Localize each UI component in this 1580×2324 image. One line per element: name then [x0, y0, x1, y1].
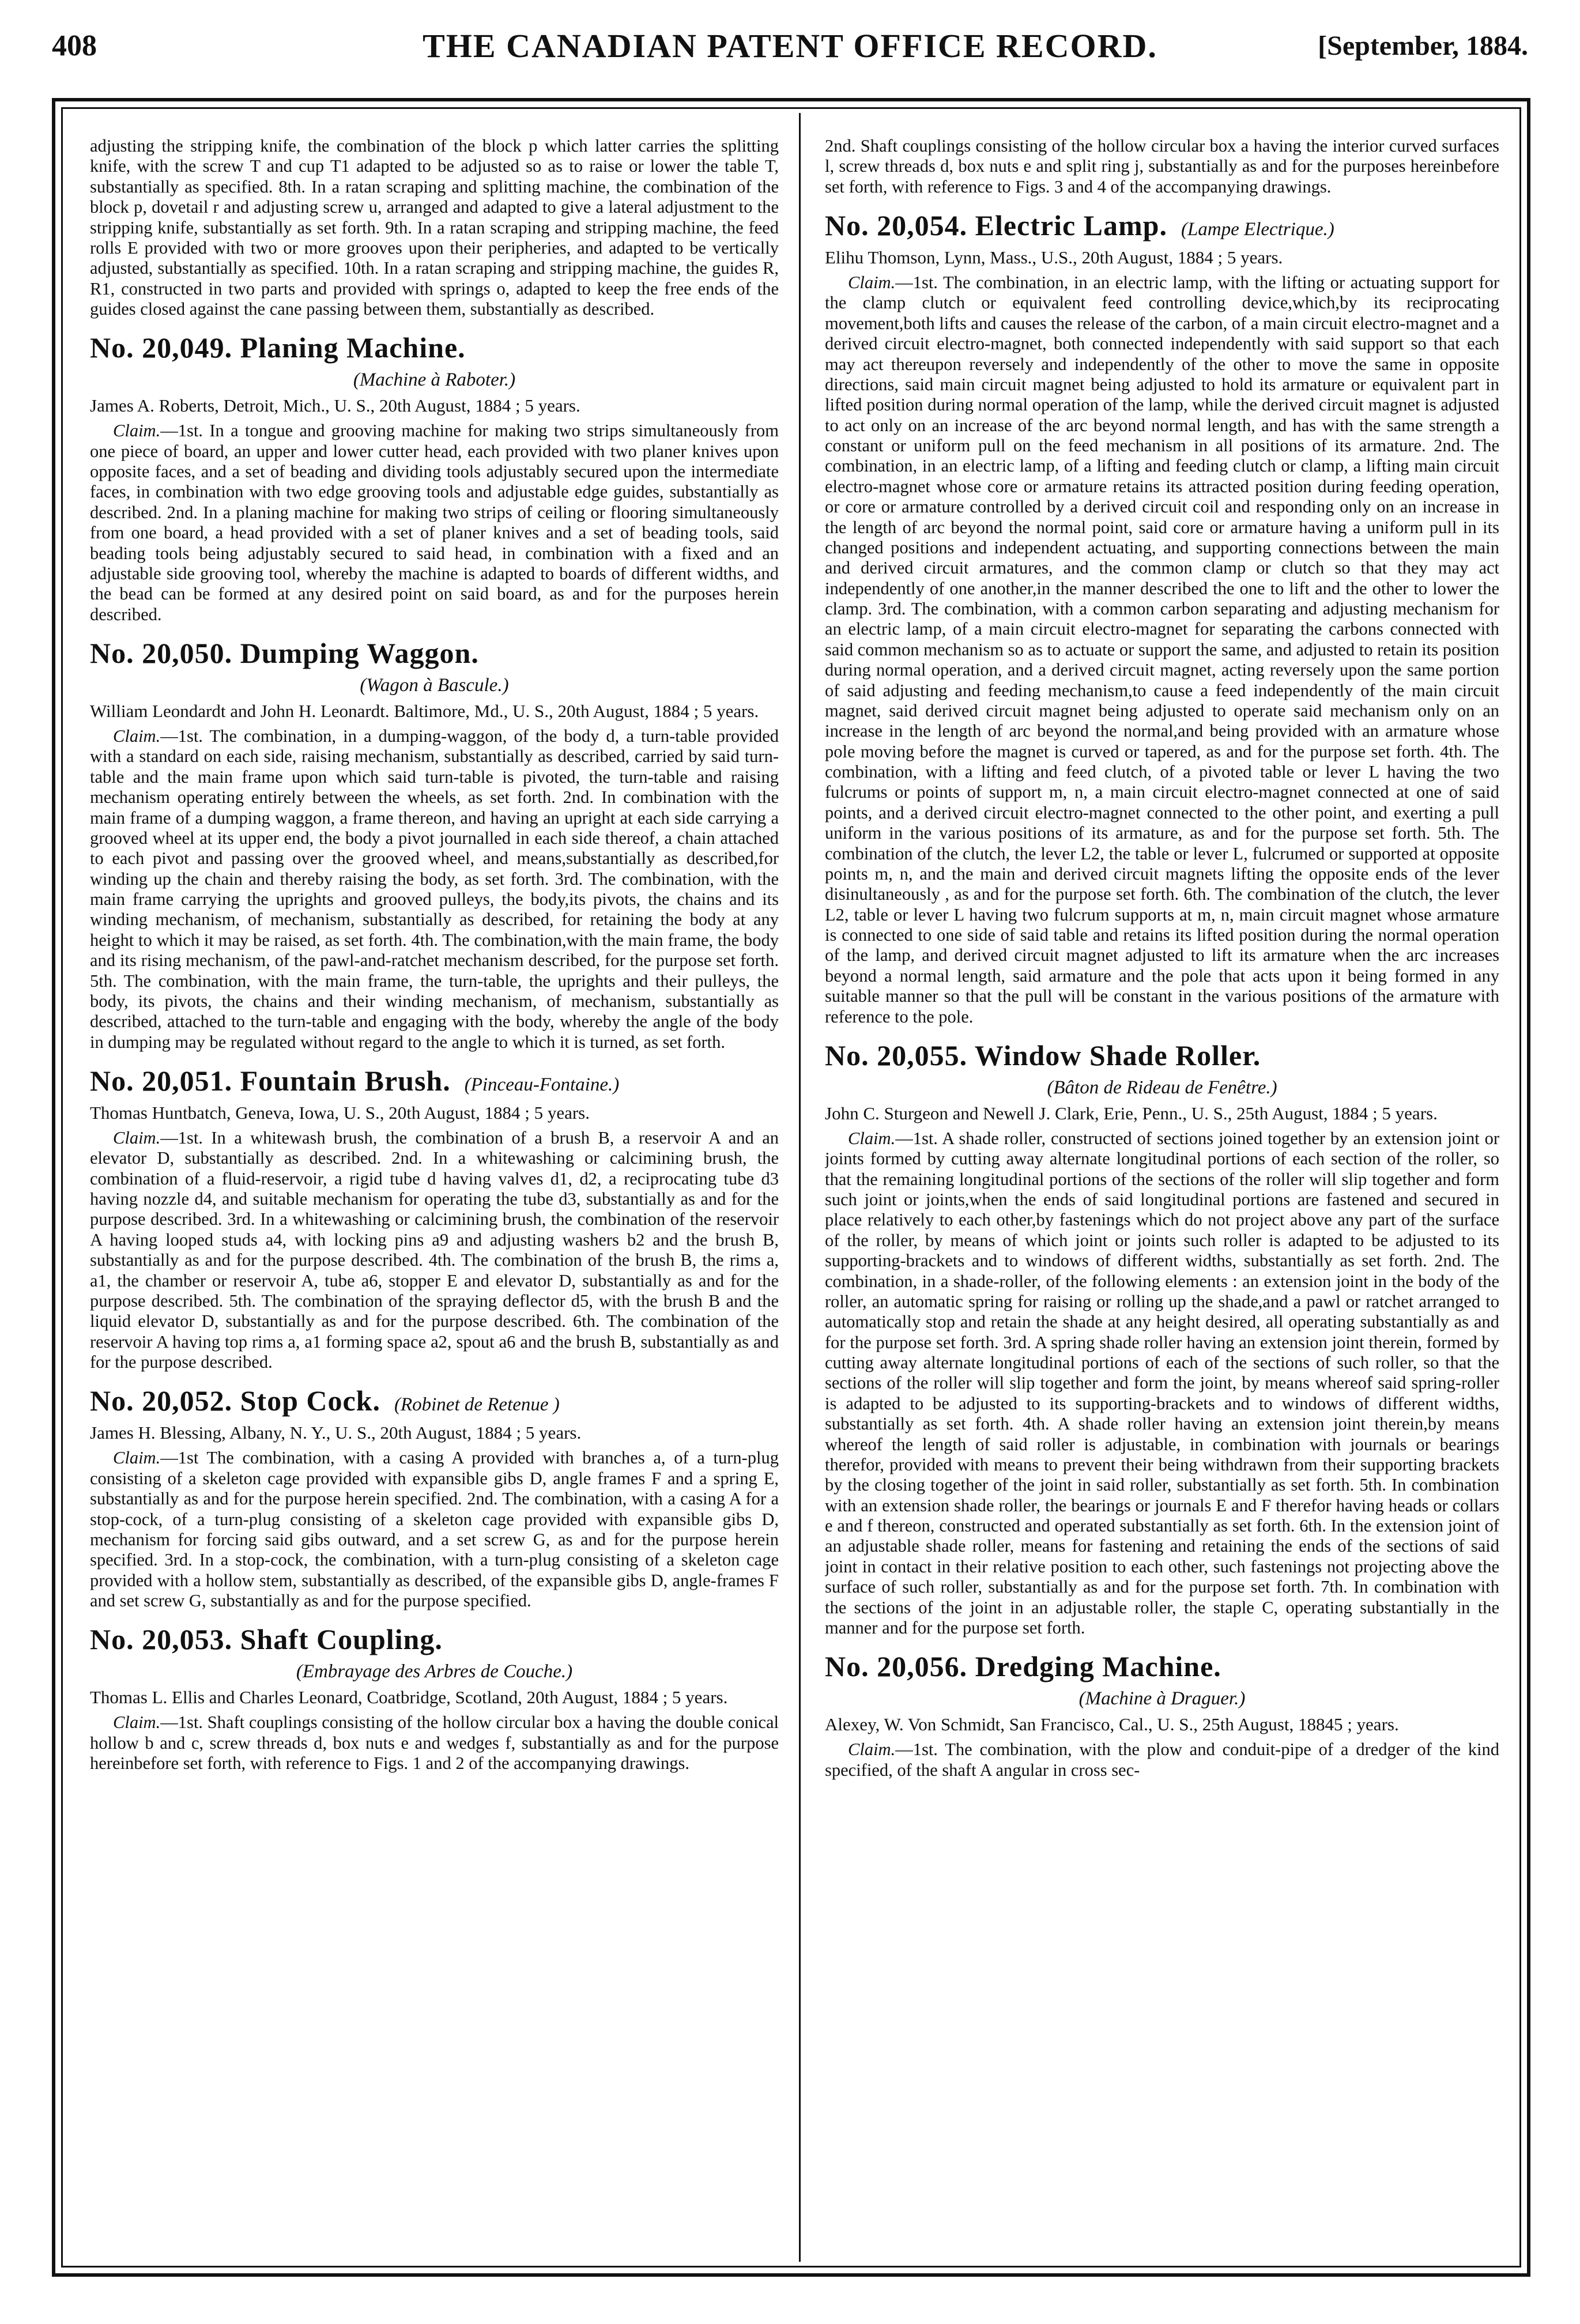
patent-heading [825, 210, 1499, 242]
patent-heading [90, 637, 779, 669]
claim-text: —1st. In a tongue and grooving machine for making two strips simultaneously from one piece of board, an upper and lower cutter head, each provided with two planer knives upon opposite faces, and a set of beading and dividing tools adjustably secured upon the intermediate faces, in combination with two edge grooving tools and adjustable edge guides, substantially as described. 2nd. In a planing machine for making two strips of ceiling or flooring simultaneously from one board, a head provided with a set of planer knives and a set of beading tools, said beading tools being adjustably secured to said head, in combination with a fixed and an adjustable side grooving tool, whereby the machine is adapted to boards of different widths, and the bead can be formed at any desired point on said board, as and for the purposes herein described. [90, 421, 779, 624]
column-divider [799, 113, 801, 2262]
claim-text: —1st. The combination, in an electric lamp, with the lifting or actuating support for the clamp clutch or equivalent feed controlling device,which,by its reciprocating movement,both lifts and causes the release of the carbon, of a main circuit electro-magnet and a derived circuit electro-magnet, both connected independently with said support so that each may act thereupon reversely and independently of the other to move the same in opposite directions, said main circuit magnet being adjusted to hold its armature or equivalent part in lifted position during normal operation of the lamp, while the derived circuit magnet is adjusted to act only on an increase of the arc beyond normal length, and has with the same strength a constant or uniform pull on the feed mechanism in all positions of its armature. 2nd. The combination, in an electric lamp, of a lifting and feeding clutch or clamp, a lifting main circuit electro-magnet whose core or armature retains its attracted position during feeding operation, or core or armature controlled by a derived circuit coil and responding only on an increase in the length of arc beyond the normal point, said core or armature having a uniform pull in its changed positions and independent actuating, and supporting connections between the main and derived circuit armatures, and the common clamp or clutch so that they may act independently of one another,in the manner described the one to lift and the other to lower the clamp. 3rd. The combination, with a common carbon separating and adjusting mechanism for an electric lamp, of a main circuit electro-magnet for separating the carbons connected with said common mechanism so as to actuate or support the same, and adjusted to retain its position during normal operation, and a derived circuit magnet, acting reversely upon the same portion of said adjusting and feeding mechanism,to cause a feed independently of the main circuit magnet, said derived circuit magnet being adjusted to operate said mechanism only on an increase in the length of arc beyond the normal,and being provided with an armature whose pole moving before the magnet is curved or tapered, as and for the purpose set forth. 4th. The combination, with a lifting and feed clutch, of a pivoted table or lever L having the two fulcrums or points of support m, n, a main circuit electro-magnet connected at one of said points, and a derived circuit electro-magnet connected to the other point, and exerting a pull uniform in the various positions of its armature, as and for the purpose set forth. 5th. The combination of the clutch, the lever L2, the table or lever L, fulcrumed or supported at opposite points m, n, and the main and derived circuit magnets lifting the opposite ends of the lever disinultaneously , as and for the purpose set forth. 6th. The combination of the clutch, the lever L2, table or lever L having two fulcrum supports at m, n, main circuit magnet whose armature is connected to one side of said table and retains its lifted position during the normal operation of the lamp, and derived circuit magnet adjusted to lift its armature when the arc increases beyond a normal length, said armature and the pole that acts upon it being formed in any suitable manner so that the pull will be constant in the various positions of the armature with reference to the pole. [825, 273, 1499, 1027]
patent-entry [90, 332, 779, 625]
patent-inventor: James H. Blessing, Albany, N. Y., U. S., 20th August, 1884 ; 5 years. [90, 1423, 582, 1443]
journal-title: THE CANADIAN PATENT OFFICE RECORD. [423, 27, 1157, 65]
patent-title: No. 20,054. Electric Lamp. [825, 209, 1167, 242]
patent-french-title: (Bâton de Rideau de Fenêtre.) [1047, 1077, 1277, 1098]
claim-label: Claim. [113, 421, 161, 441]
patent-french-title: (Machine à Raboter.) [353, 369, 516, 391]
claim-label: Claim. [848, 273, 896, 293]
patent-french-title: (Robinet de Retenue ) [394, 1394, 560, 1416]
patent-entry [90, 1385, 779, 1611]
patent-heading [90, 1385, 779, 1417]
claim-label: Claim. [113, 726, 161, 746]
claim-label: Claim. [848, 1128, 896, 1148]
patent-french-title: (Pinceau-Fontaine.) [464, 1074, 620, 1096]
patent-claim [90, 421, 779, 625]
patent-title: No. 20,051. Fountain Brush. [90, 1065, 451, 1097]
patent-entry [90, 637, 779, 1052]
patent-title: No. 20,049. Planing Machine. [90, 331, 466, 364]
patent-claim [825, 1740, 1499, 1780]
claim-text: —1st. A shade roller, constructed of sections joined together by an extension joint or joints formed by cutting away alternate longitudinal portions of each section of the roller, so that the remaining longitudinal portions of the sections of the roller will slip together and form such joint or joints,when the ends of said longitudinal portions are fastened and secured in place relatively to each other,by fastenings which do not project above any part of the surface of the roller, by means of which joint or joints such roller is adapted to be adjusted to its supporting-brackets and to windows of different widths, substantially as set forth. 2nd. The combination, in a shade-roller, of the following elements : an extension joint in the body of the roller, an automatic spring for raising or rolling up the shade,and a pawl or ratchet arranged to automatically stop and retain the shade at any height desired, all operating substantially as and for the purpose set forth. 3rd. A spring shade roller having an extension joint therein, formed by cutting away alternate longitudinal portions of each of the sections of such roller, so that the sections of the roller will slip together and form the joint, by means whereof said spring-roller is adapted to be adjusted to its supporting-brackets and to windows of different widths, substantially as set forth. 4th. A shade roller having an extension joint therein,by means whereof the length of said roller is adjustable, in combination with journals or bearings therefor, provided with means to prevent their being withdrawn from their supporting brackets by the closing together of the joint in said roller, substantially as set forth. 5th. In combination with an extension shade roller, the bearings or journals E and F therefor having heads or collars e and f thereon, constructed and operated substantially as set forth. 6th. In the extension joint of an adjustable shade roller, means for fastening and retaining the ends of the sections of said joint in contact in their relative position to each other, such fastenings not projecting above the surface of such roller, substantially as and for the purpose set forth. 7th. In combination with the sections of the joint in an adjustable roller, the staple C, operating substantially in the manner and for the purpose set forth. [825, 1128, 1499, 1638]
patent-heading [825, 1651, 1499, 1682]
patent-entry [825, 1040, 1499, 1638]
patent-title: No. 20,050. Dumping Waggon. [90, 637, 479, 670]
page-header [52, 23, 1528, 75]
claim-label: Claim. [848, 1740, 896, 1760]
claim-text: —1st The combination, with a casing A provided with branches a, of a turn-plug consisting of a skeleton cage provided with expansible gibs D, angle frames F and a spring E, substantially as and for the purpose herein specified. 2nd. The combination, with a casing A for a stop-cock, of a turn-plug consisting of a skeleton cage provided with expansible gibs D, mechanism for forcing said gibs outward, and a set screw G, as and for the purpose herein specified. 3rd. In a stop-cock, the combination, with a turn-plug consisting of a skeleton cage provided with a hollow stem, substantially as described, of the expansible gibs D, angle-frames F and set screw G, substantially as and for the purpose specified. [90, 1448, 779, 1611]
page-frame [52, 98, 1530, 2277]
claim-label: Claim. [113, 1712, 161, 1733]
patent-inventor: Thomas Huntbatch, Geneva, Iowa, U. S., 20th August, 1884 ; 5 years. [90, 1103, 590, 1123]
patent-inventor: Thomas L. Ellis and Charles Leonard, Coatbridge, Scotland, 20th August, 1884 ; 5 years. [90, 1687, 728, 1708]
left-column [90, 136, 779, 2256]
right-column [825, 136, 1499, 2256]
claim-label: Claim. [113, 1448, 161, 1468]
page-number: 408 [52, 29, 97, 62]
patent-entry [825, 210, 1499, 1027]
patent-claim [825, 273, 1499, 1027]
patent-heading [825, 1040, 1499, 1072]
claim-text: —1st. The combination, with the plow and conduit-pipe of a dredger of the kind specified, of the shaft A angular in cross sec- [825, 1740, 1499, 1780]
patent-claim [90, 1448, 779, 1611]
claim-text: —1st. In a whitewash brush, the combination of a brush B, a reservoir A and an elevator D, substantially as described. 2nd. In a whitewashing or calcimining brush, the combination of a fluid-reservoir, a rigid tube d having valves d1, d2, a reciprocating tube d3 having nozzle d4, and suitable mechanism for operating the tube d3, substantially as and for the purpose described. 3rd. In a whitewashing or calcimining brush, the combination of the reservoir A having looped studs a4, with locking pins a9 and adjusting washers b2 and the brush B, substantially as and for the purpose described. 4th. The combination of the brush B, the rims a, a1, the chamber or reservoir A, tube a6, stopper E and elevator D, substantially as and for the purpose described. 5th. The combination of the spraying deflector d5, with the brush B and the liquid elevator D, substantially as and for the purpose described. 6th. The combination of the reservoir A having top rims a, a1 forming space a2, spout a6 and the brush B, substantially as and for the purpose described. [90, 1127, 779, 1372]
patent-list-right [825, 210, 1499, 1780]
patent-heading [90, 1624, 779, 1655]
patent-inventor: William Leondardt and John H. Leonardt. Baltimore, Md., U. S., 20th August, 1884 ; 5 years. [90, 701, 759, 722]
patent-entry [90, 1624, 779, 1774]
patent-french-title: (Lampe Electrique.) [1181, 219, 1334, 240]
patent-claim [90, 1712, 779, 1774]
claim-text: —1st. Shaft couplings consisting of the hollow circular box a having the double conical hollow b and c, screw threads d, box nuts e and wedges f, substantially as and for the purpose hereinbefore set forth, with reference to Figs. 1 and 2 of the accompanying drawings. [90, 1712, 779, 1774]
patent-french-title: (Wagon à Bascule.) [360, 675, 509, 696]
patent-french-title: (Machine à Draguer.) [1079, 1688, 1246, 1710]
claim-label: Claim. [113, 1127, 161, 1148]
patent-inventor: James A. Roberts, Detroit, Mich., U. S., 20th August, 1884 ; 5 years. [90, 395, 580, 416]
patent-entry [825, 1651, 1499, 1780]
claim-text: —1st. The combination, in a dumping-waggon, of the body d, a turn-table provided with a standard on each side, raising mechanism, substantially as described, carried by said turn-table and the main frame upon which said turn-table is pivoted, the turn-table and raising mechanism operating entirely between the wheels, as set forth. 2nd. In combination with the main frame of a dumping waggon, a frame thereon, and having an upright at each side carrying a grooved wheel at its upper end, the body a pivot journalled in each side thereof, a chain attached to each pivot and passing over the grooved wheel, and means,substantially as described,for winding up the chain and thereby raising the body, as set forth. 3rd. The combination, with the main frame carrying the uprights and grooved pulleys, the body,its pivots, the chains and its winding mechanism, of mechanism, substantially as described, for retaining the body at any height to which it may be raised, as set forth. 4th. The combination,with the main frame, the body and its rising mechanism, of the pawl-and-ratchet mechanism described, for the purpose set forth. 5th. The combination, with the main frame, the turn-table, the uprights and their pulleys, the body, its pivots, the chains and their winding mechanism, of mechanism, substantially as described, attached to the turn-table and engaging with the body, whereby the angle of the body in dumping may be regulated without regard to the angle to which it is turned, as set forth. [90, 726, 779, 1052]
patent-title: No. 20,056. Dredging Machine. [825, 1650, 1221, 1683]
patent-claim [90, 1128, 779, 1373]
patent-inventor: Alexey, W. Von Schmidt, San Francisco, Cal., U. S., 25th August, 18845 ; years. [825, 1714, 1399, 1735]
patent-list-left [90, 332, 779, 1774]
patent-french-title: (Embrayage des Arbres de Couche.) [296, 1661, 573, 1682]
patent-claim [90, 726, 779, 1052]
continued-claim-text: 2nd. Shaft couplings consisting of the hollow circular box a having the interior curved surfaces l, screw threads d, box nuts e and split ring j, substantially as and for the purposes hereinbefore set forth, with reference to Figs. 3 and 4 of the accompanying drawings. [825, 136, 1499, 197]
issue-date: [September, 1884. [1318, 31, 1528, 61]
patent-entry [90, 1065, 779, 1372]
patent-title: No. 20,052. Stop Cock. [90, 1384, 380, 1417]
continued-claim-text: adjusting the stripping knife, the combination of the block p which latter carries the splitting knife, with the screw T and cup T1 adapted to be adjusted so as to raise or lower the table T, substantially as specified. 8th. In a ratan scraping and splitting machine, the combination of the block p, dovetail r and adjusting screw u, arranged and adapted to give a lateral adjustment to the stripping knife, substantially as set forth. 9th. In a ratan scraping and stripping machine, the feed rolls E provided with two or more grooves upon their peripheries, and adapted to be vertically adjusted, substantially as specified. 10th. In a ratan scraping and stripping machine, the guides R, R1, constructed in two parts and provided with springs o, adapted to keep the free ends of the guides closed against the cane passing between them, substantially as described. [90, 136, 779, 319]
patent-heading [90, 1065, 779, 1097]
patent-title: No. 20,053. Shaft Coupling. [90, 1623, 443, 1656]
patent-title: No. 20,055. Window Shade Roller. [825, 1039, 1261, 1072]
patent-heading [90, 332, 779, 364]
patent-inventor: John C. Sturgeon and Newell J. Clark, Erie, Penn., U. S., 25th August, 1884 ; 5 years. [825, 1103, 1438, 1123]
patent-inventor: Elihu Thomson, Lynn, Mass., U.S., 20th August, 1884 ; 5 years. [825, 247, 1283, 268]
patent-claim [825, 1129, 1499, 1638]
